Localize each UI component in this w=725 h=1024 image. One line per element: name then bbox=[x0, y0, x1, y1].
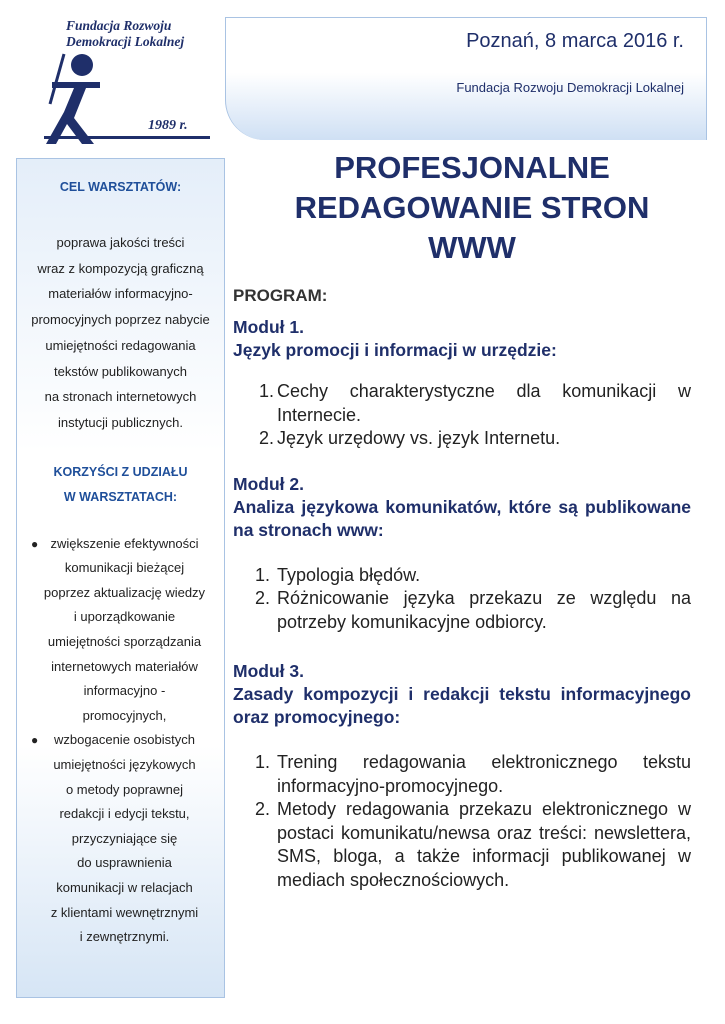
goal-line: promocyjnych poprzez nabycie bbox=[31, 312, 210, 328]
benefit-line: i zewnętrznymi. bbox=[79, 929, 170, 945]
benefit-line: informacyjno - bbox=[83, 683, 166, 699]
item-number: 1. bbox=[255, 564, 271, 585]
item-number: 2. bbox=[255, 588, 271, 608]
module-subtitle: Język promocji i informacji w urzędzie: bbox=[233, 340, 557, 360]
benefit-line: umiejętności sporządzania bbox=[47, 634, 202, 649]
title-line: REDAGOWANIE STRON bbox=[294, 190, 650, 225]
item-text: Cechy charakterystyczne dla komunikacji w Internecie. bbox=[277, 381, 691, 425]
module-label: Moduł 1. bbox=[233, 317, 304, 337]
module-3 bbox=[233, 660, 691, 892]
module-label: Moduł 2. bbox=[233, 473, 304, 494]
benefit-line: promocyjnych, bbox=[82, 707, 167, 723]
benefit-item bbox=[17, 728, 224, 949]
benefits-list bbox=[17, 532, 224, 950]
foundation-logo bbox=[44, 14, 210, 138]
benefit-line: umiejętności językowych bbox=[53, 756, 196, 772]
benefit-line: komunikacji w relacjach bbox=[56, 879, 193, 895]
list-item bbox=[233, 587, 691, 634]
benefit-line: i uporządkowanie bbox=[73, 609, 176, 625]
list-item bbox=[233, 427, 691, 451]
logo-divider bbox=[44, 136, 210, 139]
list-item bbox=[233, 798, 691, 892]
bullet-icon: ● bbox=[31, 733, 39, 748]
list-item bbox=[233, 751, 691, 798]
benefit-line: poprzez aktualizację wiedzy bbox=[43, 584, 206, 600]
goal-line: wraz z kompozycją graficzną bbox=[37, 260, 204, 276]
header-organization: Fundacja Rozwoju Demokracji Lokalnej bbox=[456, 80, 684, 95]
benefit-line: przyczyniające się bbox=[71, 830, 178, 846]
item-text: Metody redagowania przekazu elektronicznego w postaci komunikatu/newsa oraz treści: newslettera, SMS, bloga, a także informacji publikowanej w mediach społecznościowych. bbox=[277, 799, 691, 890]
goal-line: instytucji publicznych. bbox=[58, 414, 183, 430]
header-box bbox=[225, 17, 707, 140]
benefit-line: redakcji i edycji tekstu, bbox=[59, 806, 190, 822]
benefit-line: wzbogacenie osobistych bbox=[54, 732, 195, 748]
item-number: 2. bbox=[255, 799, 271, 819]
benefit-line: do usprawnienia bbox=[77, 855, 172, 871]
list-item bbox=[233, 380, 691, 427]
module-label: Moduł 3. bbox=[233, 661, 304, 681]
benefit-line: o metody poprawnej bbox=[65, 781, 184, 797]
benefits-heading bbox=[17, 460, 224, 510]
item-text: Różnicowanie języka przekazu ze względu na potrzeby komunikacyjne odbiorcy. bbox=[277, 588, 691, 632]
goal-line: na stronach internetowych bbox=[44, 389, 197, 405]
logo-name: Fundacja Rozwoju Demokracji Lokalnej bbox=[66, 18, 185, 49]
benefits-heading-line: KORZYŚCI Z UDZIAŁU bbox=[53, 464, 188, 479]
title-line: WWW bbox=[428, 230, 516, 265]
module-subtitle: Analiza językowa komunikatów, które są publikowane na stronach www: bbox=[233, 496, 691, 540]
goal-line: materiałów informacyjno- bbox=[48, 286, 193, 302]
goal-line: poprawa jakości treści bbox=[56, 235, 185, 250]
item-text: Język urzędowy vs. język Internetu. bbox=[277, 428, 561, 448]
main-content bbox=[233, 148, 691, 892]
goal-line: umiejętności redagowania bbox=[45, 337, 196, 353]
goal-heading: CEL WARSZTATÓW: bbox=[59, 180, 182, 194]
module-2 bbox=[233, 473, 691, 635]
item-number: 2. bbox=[259, 428, 275, 448]
header-date: Poznań, 8 marca 2016 r. bbox=[466, 30, 684, 52]
item-number: 1. bbox=[255, 752, 271, 772]
module-items bbox=[233, 751, 691, 892]
benefits-heading-line: W WARSZTATACH: bbox=[63, 489, 178, 504]
module-1 bbox=[233, 316, 691, 451]
benefit-item bbox=[17, 532, 224, 729]
benefit-line: internetowych materiałów bbox=[51, 658, 198, 674]
module-subtitle: Zasady kompozycji i redakcji tekstu informacyjnego oraz promocyjnego: bbox=[233, 684, 691, 727]
item-number: 1. bbox=[259, 381, 275, 401]
sidebar bbox=[16, 158, 225, 998]
list-item bbox=[233, 564, 691, 588]
benefit-line: z klientami wewnętrznymi bbox=[50, 904, 199, 920]
item-text: Typologia błędów. bbox=[277, 564, 421, 585]
running-figure-icon bbox=[44, 52, 114, 144]
module-items bbox=[233, 564, 691, 635]
bullet-icon: ● bbox=[31, 536, 39, 551]
logo-year: 1989 r. bbox=[148, 118, 188, 133]
page-title bbox=[233, 148, 691, 268]
benefit-line: komunikacji bieżącej bbox=[64, 560, 185, 576]
program-label: PROGRAM: bbox=[233, 286, 328, 305]
goal-line: tekstów publikowanych bbox=[54, 363, 187, 379]
item-text: Trening redagowania elektronicznego tekstu informacyjno-promocyjnego. bbox=[277, 752, 691, 796]
title-line: PROFESJONALNE bbox=[334, 150, 610, 185]
module-items bbox=[233, 380, 691, 451]
benefit-line: zwiększenie efektywności bbox=[50, 535, 199, 551]
goal-text bbox=[17, 230, 224, 436]
